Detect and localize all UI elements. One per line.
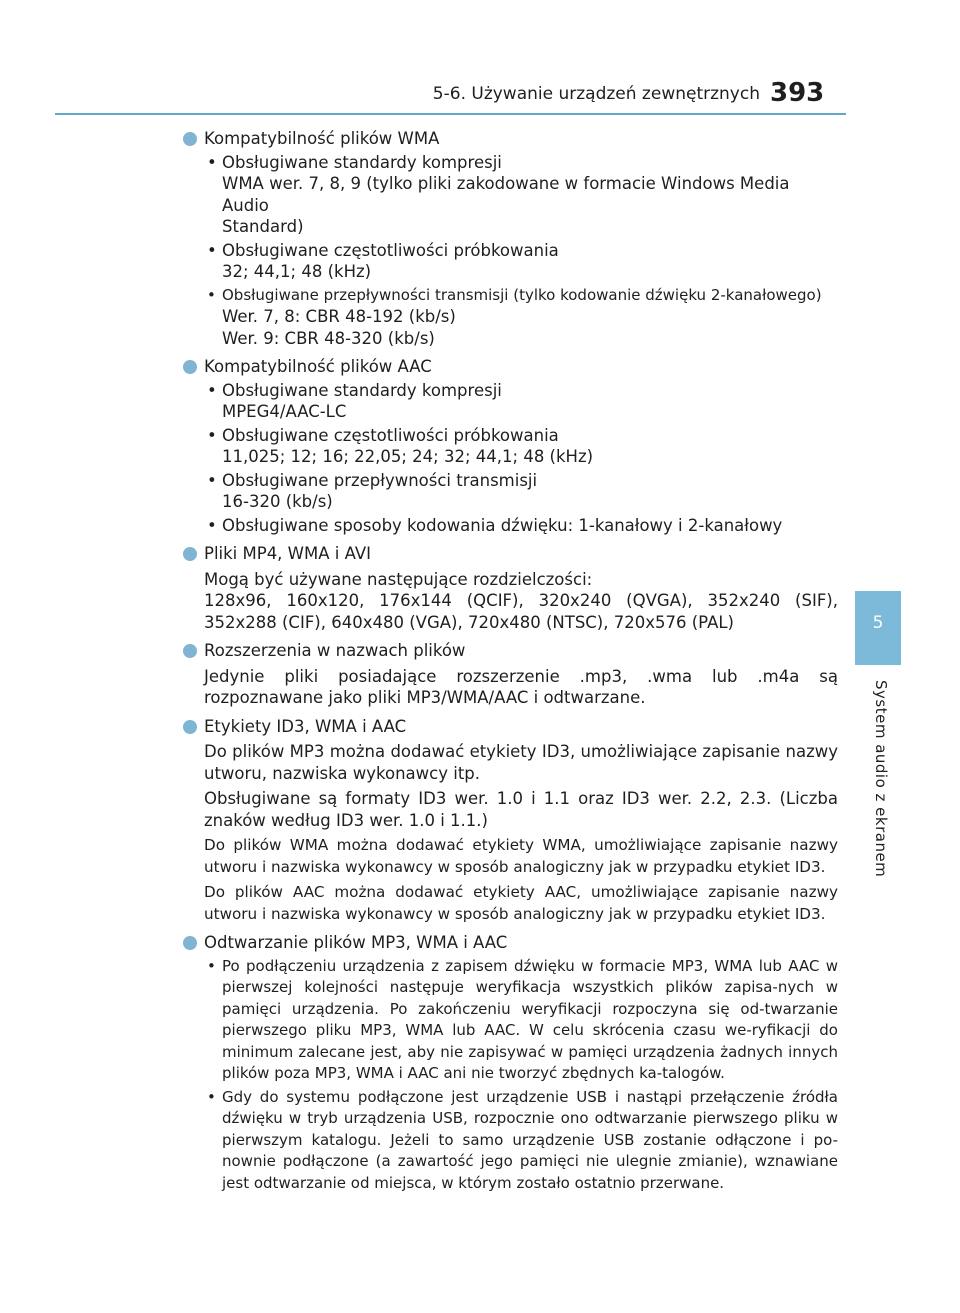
section-wma: [183, 128, 838, 349]
paragraph: Do plików MP3 można dodawać etykiety ID3, umożliwiające zapisanie nazwy utworu, nazwiska wykonawcy itp.: [204, 742, 838, 783]
section-tags: [183, 716, 838, 926]
section-title: Rozszerzenia w nazwach plików: [204, 641, 466, 660]
list-item-detail: 32; 44,1; 48 (kHz): [222, 262, 372, 281]
bullet-icon: •: [207, 956, 216, 975]
list-item: • Obsługiwane częstotliwości próbkowania: [207, 425, 559, 445]
section-aac: [183, 356, 838, 536]
list-item: • Obsługiwane częstotliwości próbkowania: [207, 240, 559, 260]
bullet-dot-icon: [183, 936, 197, 950]
bullet-icon: •: [207, 380, 217, 400]
bullet-icon: •: [207, 240, 217, 260]
bullet-icon: •: [207, 515, 217, 535]
list-item: • Obsługiwane przepływności transmisji: [207, 470, 538, 490]
paragraph: Do plików WMA można dodawać etykiety WMA, umożliwiające zapisanie nazwy utworu i nazwiska wykonawcy w sposób analogiczny jak w przypadku etykiet ID3.: [204, 836, 838, 876]
section-heading: [183, 543, 838, 565]
bullet-icon: •: [207, 425, 217, 445]
section-heading: [183, 716, 838, 738]
list-item-detail: MPEG4/AAC-LC: [222, 402, 347, 421]
paragraph: Obsługiwane są formaty ID3 wer. 1.0 i 1.1 oraz ID3 wer. 2.2, 2.3. (Liczba znaków według ID3 wer. 1.0 i 1.1.): [204, 789, 838, 830]
section-heading: [183, 356, 838, 378]
bullet-icon: •: [207, 285, 216, 304]
list-item-detail: Wer. 7, 8: CBR 48-192 (kb/s): [222, 307, 456, 326]
bullet-icon: •: [207, 1087, 216, 1106]
section-title: Kompatybilność plików WMA: [204, 129, 440, 148]
chapter-tab: [855, 591, 901, 665]
paragraph: Mogą być używane następujące rozdzielczości:: [204, 569, 593, 589]
list-item-detail: 16-320 (kb/s): [222, 492, 333, 511]
list-item: • Obsługiwane sposoby kodowania dźwięku: 1-kanałowy i 2-kanałowy: [207, 515, 783, 535]
section-heading: [183, 932, 838, 954]
bullet-dot-icon: [183, 547, 197, 561]
section-heading: [183, 128, 838, 150]
list-item-detail: Standard): [222, 217, 304, 236]
bullet-dot-icon: [183, 720, 197, 734]
list-item: • Obsługiwane przepływności transmisji (tylko kodowanie dźwięku 2-kanałowego): [183, 285, 838, 307]
page-content: [183, 128, 838, 1201]
section-extensions: [183, 640, 838, 709]
bullet-dot-icon: [183, 644, 197, 658]
paragraph: 128x96, 160x120, 176x144 (QCIF), 320x240 (QVGA), 352x240 (SIF), 352x288 (CIF), 640x480 (VGA), 720x480 (NTSC), 720x576 (PAL): [204, 591, 838, 632]
bullet-dot-icon: [183, 132, 197, 146]
list-item: • Po podłączeniu urządzenia z zapisem dźwięku w formacie MP3, WMA lub AAC w pierwszej kolejności następuje weryfikacja wszystkich plików zapisa-nych w pamięci urządzenia. Po zakończeniu weryfikacji rozpoczyna się od-twarzanie pierwszego pliku MP3, WMA lub AAC. W celu skrócenia czasu we-ryfikacji do minimum zalecane jest, aby nie zapisywać w pamięci urządzenia żadnych innych plików poza MP3, WMA i AAC ani nie tworzyć zbędnych ka-talogów.: [207, 956, 838, 1082]
bullet-dot-icon: [183, 360, 197, 374]
section-playback: [183, 932, 838, 1194]
header-rule: [55, 113, 846, 115]
bullet-icon: •: [207, 152, 217, 172]
paragraph: Jedynie pliki posiadające rozszerzenie .mp3, .wma lub .m4a są rozpoznawane jako pliki MP3/WMA/AAC i odtwarzane.: [204, 666, 838, 707]
list-item-detail: WMA wer. 7, 8, 9 (tylko pliki zakodowane w formacie Windows Media Audio: [222, 174, 790, 215]
section-title: Etykiety ID3, WMA i AAC: [204, 716, 407, 736]
list-item: • Gdy do systemu podłączone jest urządzenie USB i nastąpi przełączenie źródła dźwięku w tryb urządzenia USB, rozpocznie ono odtwarzanie pierwszego pliku w pierwszym katalogu. Jeżeli to samo urządzenie USB zostanie odłączone i po-nownie podłączone (a zawartość jego pamięci nie ulegnie zmianie), wznawiane jest odtwarzanie od miejsca, w którym zostało ostatnio przerwane.: [207, 1087, 838, 1192]
paragraph: Do plików AAC można dodawać etykiety AAC, umożliwiające zapisanie nazwy utworu i nazwiska wykonawcy w sposób analogiczny jak w przypadku etykiet ID3.: [204, 883, 838, 923]
header-section-title: 5-6. Używanie urządzeń zewnętrznych: [432, 84, 760, 104]
section-title: Pliki MP4, WMA i AVI: [204, 544, 371, 563]
list-item-detail: Wer. 9: CBR 48-320 (kb/s): [222, 328, 435, 348]
section-heading: [183, 640, 838, 662]
section-mp4: [183, 543, 838, 633]
list-item: • Obsługiwane standardy kompresji: [207, 380, 502, 400]
chapter-number: 5: [872, 613, 884, 633]
chapter-title: System audio z ekranem: [872, 680, 890, 878]
bullet-icon: •: [207, 470, 217, 490]
section-title: Kompatybilność plików AAC: [204, 357, 432, 376]
list-item: • Obsługiwane standardy kompresji: [207, 152, 502, 172]
page-number: 393: [770, 78, 825, 108]
list-item-detail: 11,025; 12; 16; 22,05; 24; 32; 44,1; 48 (kHz): [222, 447, 594, 466]
section-title: Odtwarzanie plików MP3, WMA i AAC: [204, 933, 508, 952]
